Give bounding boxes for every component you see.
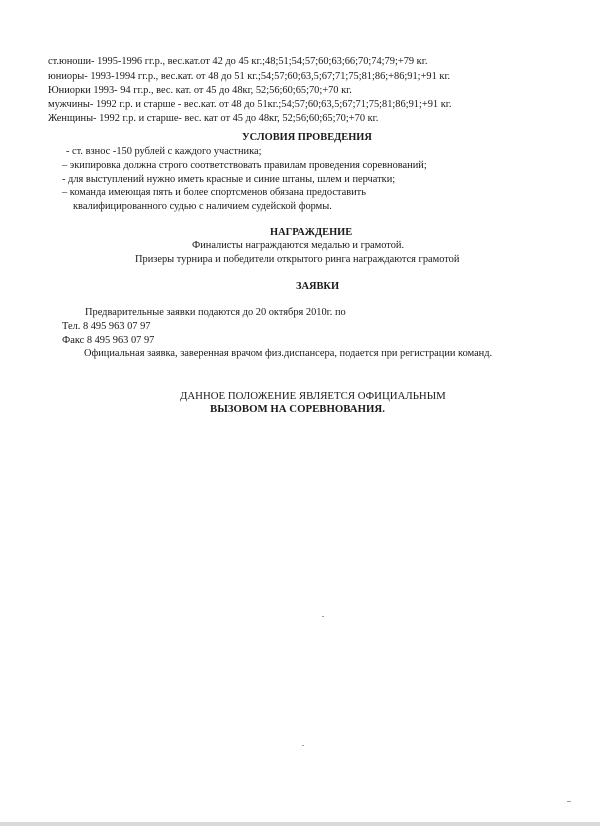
category-line-juniors-senior: ст.юноши- 1995-1996 гг.р., вес.кат.от 42 до 45 кг.;48;51;54;57;60;63;66;70;74;79;+79 кг. bbox=[48, 56, 428, 67]
applications-official: Официальная заявка, заверенная врачом физ.диспансера, подается при регистрации команд. bbox=[84, 348, 493, 359]
awards-line: Призеры турнира и победители открытого ринга награждаются грамотой bbox=[135, 254, 460, 265]
category-line-men: мужчины- 1992 г.р. и старше - вес.кат. от 48 до 51кг.;54;57;60;63,5;67;71;75;81;86;91;+91 кг. bbox=[48, 99, 452, 110]
applications-deadline: Предварительные заявки подаются до 20 октября 2010г. по bbox=[85, 307, 346, 318]
closing-statement-emphasis: ВЫЗОВОМ НА СОРЕВНОВАНИЯ. bbox=[210, 403, 385, 415]
conditions-item: – экипировка должна строго соответствовать правилам проведения соревнований; bbox=[62, 160, 427, 171]
conditions-item: - ст. взнос -150 рублей с каждого участника; bbox=[66, 146, 262, 157]
scan-edge bbox=[0, 822, 600, 826]
conditions-item: - для выступлений нужно иметь красные и синие штаны, шлем и перчатки; bbox=[62, 174, 396, 185]
applications-heading: ЗАЯВКИ bbox=[296, 281, 340, 292]
conditions-item: – команда имеющая пять и более спортсменов обязана предоставить bbox=[62, 187, 366, 198]
awards-line: Финалисты награждаются медалью и грамотой. bbox=[192, 240, 405, 251]
conditions-heading: УСЛОВИЯ ПРОВЕДЕНИЯ bbox=[242, 132, 372, 143]
scan-speck bbox=[322, 616, 324, 617]
applications-fax: Факс 8 495 963 07 97 bbox=[62, 335, 155, 346]
closing-statement: ДАННОЕ ПОЛОЖЕНИЕ ЯВЛЯЕТСЯ ОФИЦИАЛЬНЫМ bbox=[180, 390, 446, 402]
category-line-women: Женщины- 1992 г.р. и старше- вес. кат от 45 до 48кг, 52;56;60;65;70;+70 кг. bbox=[48, 113, 379, 124]
scan-speck bbox=[567, 801, 571, 802]
category-line-junior-women: Юниорки 1993- 94 гг.р., вес. кат. от 45 до 48кг, 52;56;60;65;70;+70 кг. bbox=[48, 85, 352, 96]
category-line-juniors: юниоры- 1993-1994 гг.р., вес.кат. от 48 до 51 кг.;54;57;60;63,5;67;71;75;81;86;+86;91;+91 кг. bbox=[48, 71, 451, 82]
scan-speck bbox=[302, 745, 304, 746]
awards-heading: НАГРАЖДЕНИЕ bbox=[270, 227, 353, 238]
applications-phone: Тел. 8 495 963 07 97 bbox=[62, 321, 151, 332]
conditions-item: квалифицированного судью с наличием судейской формы. bbox=[73, 201, 332, 212]
